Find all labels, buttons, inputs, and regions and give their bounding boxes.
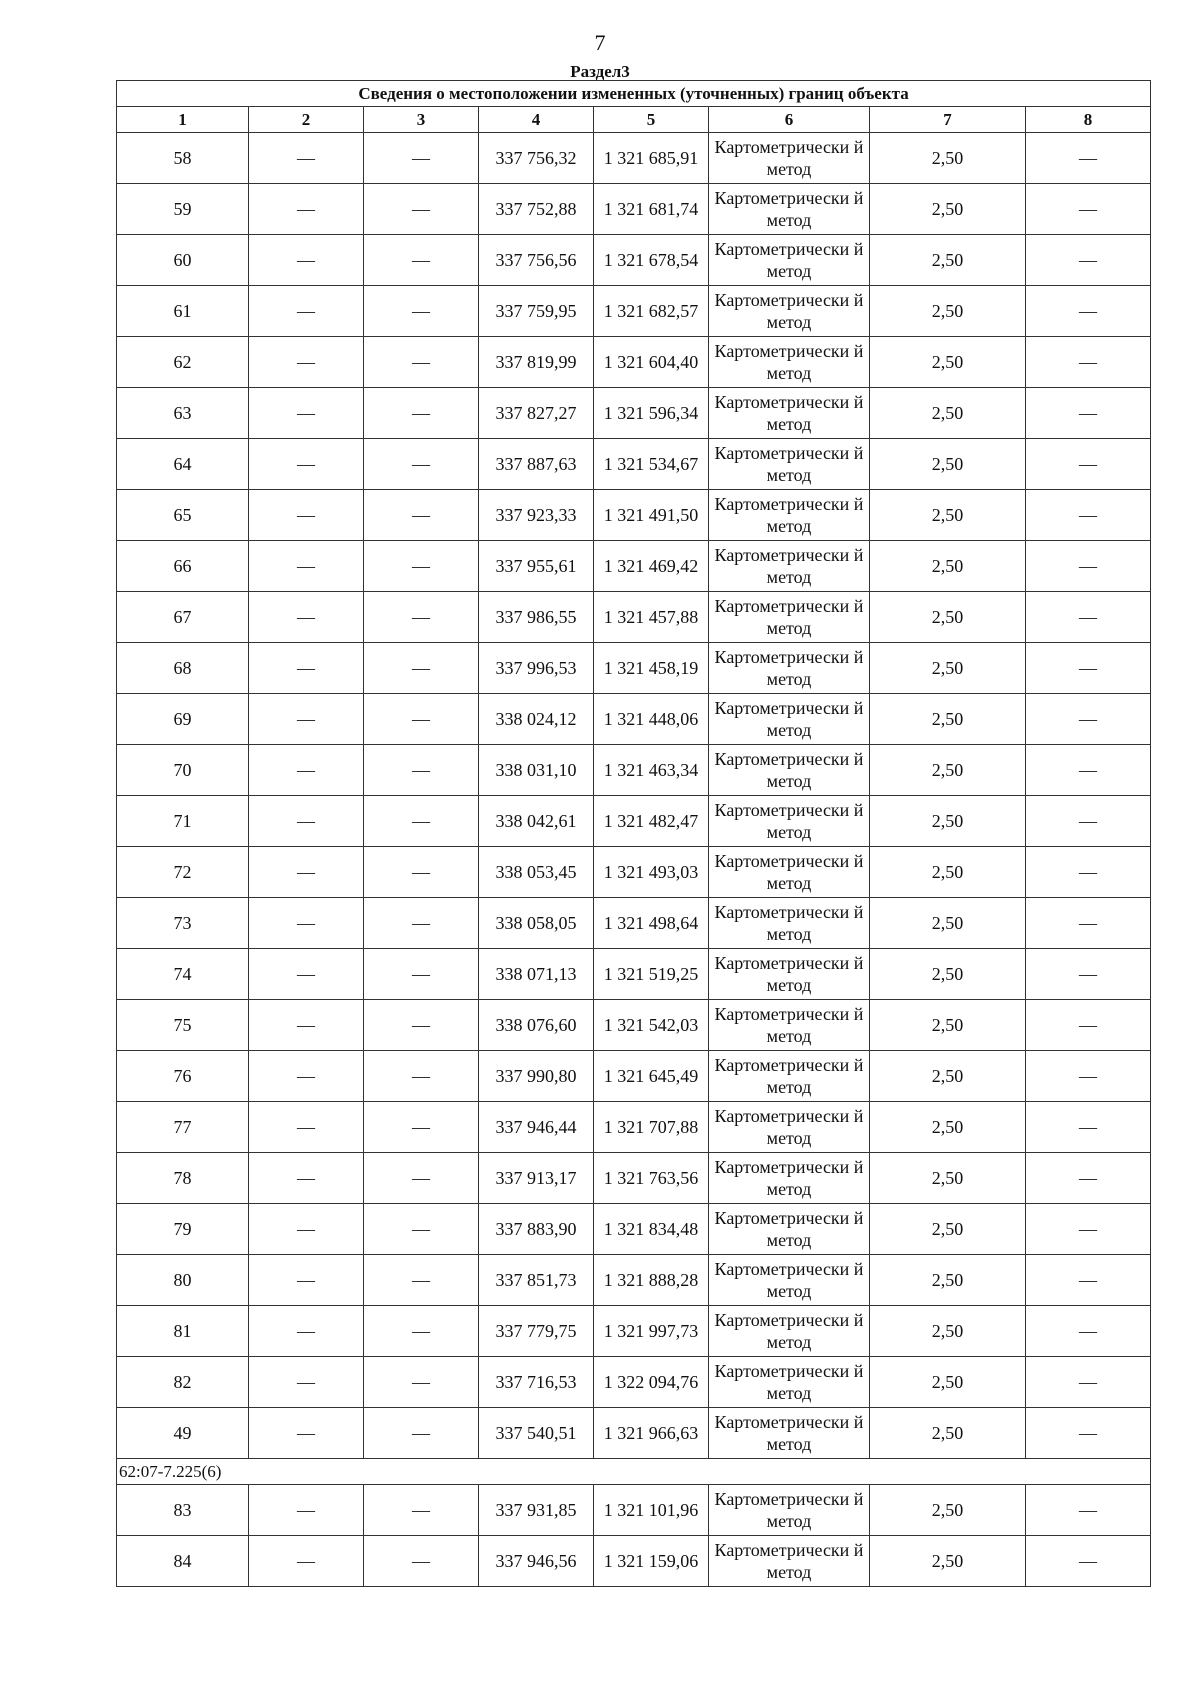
- cell-col-8: —: [1026, 796, 1151, 847]
- cell-col-2: —: [249, 1408, 364, 1459]
- determination-method: Картометрически й метод: [709, 592, 870, 643]
- cell-col-8: —: [1026, 847, 1151, 898]
- determination-method: Картометрически й метод: [709, 1102, 870, 1153]
- cell-col-8: —: [1026, 898, 1151, 949]
- point-number: 81: [117, 1306, 249, 1357]
- point-number: 70: [117, 745, 249, 796]
- cell-col-8: —: [1026, 337, 1151, 388]
- determination-method: Картометрически й метод: [709, 745, 870, 796]
- cell-col-2: —: [249, 592, 364, 643]
- accuracy-value: 2,50: [870, 133, 1026, 184]
- accuracy-value: 2,50: [870, 592, 1026, 643]
- coordinate-x: 337 779,75: [479, 1306, 594, 1357]
- cell-col-3: —: [364, 847, 479, 898]
- accuracy-value: 2,50: [870, 643, 1026, 694]
- point-number: 59: [117, 184, 249, 235]
- accuracy-value: 2,50: [870, 1102, 1026, 1153]
- cell-col-8: —: [1026, 439, 1151, 490]
- coordinate-y: 1 321 888,28: [594, 1255, 709, 1306]
- table-row: [117, 133, 1151, 184]
- cell-col-2: —: [249, 898, 364, 949]
- point-number: 78: [117, 1153, 249, 1204]
- accuracy-value: 2,50: [870, 898, 1026, 949]
- accuracy-value: 2,50: [870, 1255, 1026, 1306]
- cell-col-8: —: [1026, 1408, 1151, 1459]
- accuracy-value: 2,50: [870, 439, 1026, 490]
- accuracy-value: 2,50: [870, 1306, 1026, 1357]
- point-number: 60: [117, 235, 249, 286]
- cell-col-3: —: [364, 490, 479, 541]
- table-row: [117, 1485, 1151, 1536]
- coordinate-y: 1 321 707,88: [594, 1102, 709, 1153]
- coordinate-x: 337 931,85: [479, 1485, 594, 1536]
- coordinate-y: 1 321 682,57: [594, 286, 709, 337]
- coordinate-x: 338 053,45: [479, 847, 594, 898]
- table-row: [117, 1000, 1151, 1051]
- cell-col-2: —: [249, 133, 364, 184]
- table-row: [117, 388, 1151, 439]
- cell-col-8: —: [1026, 133, 1151, 184]
- column-number-1: 1: [117, 107, 249, 133]
- cell-col-8: —: [1026, 694, 1151, 745]
- cell-col-2: —: [249, 1306, 364, 1357]
- coordinate-y: 1 321 966,63: [594, 1408, 709, 1459]
- determination-method: Картометрически й метод: [709, 235, 870, 286]
- point-number: 74: [117, 949, 249, 1000]
- point-number: 66: [117, 541, 249, 592]
- coordinate-x: 337 716,53: [479, 1357, 594, 1408]
- table-row: [117, 1102, 1151, 1153]
- table-row: [117, 643, 1151, 694]
- point-number: 49: [117, 1408, 249, 1459]
- column-number-2: 2: [249, 107, 364, 133]
- accuracy-value: 2,50: [870, 745, 1026, 796]
- coordinate-x: 337 955,61: [479, 541, 594, 592]
- determination-method: Картометрически й метод: [709, 1306, 870, 1357]
- coordinate-x: 337 913,17: [479, 1153, 594, 1204]
- accuracy-value: 2,50: [870, 694, 1026, 745]
- cell-col-3: —: [364, 745, 479, 796]
- accuracy-value: 2,50: [870, 1357, 1026, 1408]
- accuracy-value: 2,50: [870, 286, 1026, 337]
- coordinate-x: 337 883,90: [479, 1204, 594, 1255]
- cell-col-3: —: [364, 1306, 479, 1357]
- coordinate-y: 1 321 534,67: [594, 439, 709, 490]
- cell-col-2: —: [249, 796, 364, 847]
- column-number-3: 3: [364, 107, 479, 133]
- point-number: 61: [117, 286, 249, 337]
- cell-col-3: —: [364, 286, 479, 337]
- coordinate-y: 1 321 645,49: [594, 1051, 709, 1102]
- cell-col-8: —: [1026, 1306, 1151, 1357]
- cell-col-2: —: [249, 286, 364, 337]
- cell-col-2: —: [249, 388, 364, 439]
- determination-method: Картометрически й метод: [709, 184, 870, 235]
- table-row: [117, 1204, 1151, 1255]
- cell-col-3: —: [364, 1000, 479, 1051]
- table-caption-row: [117, 81, 1151, 107]
- cell-col-8: —: [1026, 1051, 1151, 1102]
- cell-col-8: —: [1026, 388, 1151, 439]
- accuracy-value: 2,50: [870, 388, 1026, 439]
- accuracy-value: 2,50: [870, 1000, 1026, 1051]
- determination-method: Картометрически й метод: [709, 1485, 870, 1536]
- table-row: [117, 592, 1151, 643]
- determination-method: Картометрически й метод: [709, 949, 870, 1000]
- cell-col-8: —: [1026, 541, 1151, 592]
- accuracy-value: 2,50: [870, 541, 1026, 592]
- determination-method: Картометрически й метод: [709, 286, 870, 337]
- coordinate-y: 1 321 463,34: [594, 745, 709, 796]
- column-number-6: 6: [709, 107, 870, 133]
- cell-col-2: —: [249, 1357, 364, 1408]
- table-row: [117, 796, 1151, 847]
- column-number-row: [117, 107, 1151, 133]
- coordinate-x: 337 752,88: [479, 184, 594, 235]
- coordinate-x: 337 756,32: [479, 133, 594, 184]
- accuracy-value: 2,50: [870, 1153, 1026, 1204]
- accuracy-value: 2,50: [870, 796, 1026, 847]
- table-row: [117, 847, 1151, 898]
- table-row: [117, 1408, 1151, 1459]
- cell-col-2: —: [249, 1102, 364, 1153]
- coordinate-x: 337 990,80: [479, 1051, 594, 1102]
- point-number: 77: [117, 1102, 249, 1153]
- determination-method: Картометрически й метод: [709, 796, 870, 847]
- cell-col-2: —: [249, 490, 364, 541]
- coordinate-y: 1 321 685,91: [594, 133, 709, 184]
- point-number: 84: [117, 1536, 249, 1587]
- table-row: [117, 1255, 1151, 1306]
- column-number-8: 8: [1026, 107, 1151, 133]
- point-number: 62: [117, 337, 249, 388]
- cell-col-3: —: [364, 898, 479, 949]
- cell-col-2: —: [249, 745, 364, 796]
- determination-method: Картометрически й метод: [709, 1153, 870, 1204]
- coordinate-y: 1 321 493,03: [594, 847, 709, 898]
- cell-col-3: —: [364, 1536, 479, 1587]
- point-number: 73: [117, 898, 249, 949]
- cell-col-3: —: [364, 133, 479, 184]
- table-row: [117, 490, 1151, 541]
- column-number-5: 5: [594, 107, 709, 133]
- cell-col-8: —: [1026, 1204, 1151, 1255]
- cell-col-3: —: [364, 388, 479, 439]
- point-number: 76: [117, 1051, 249, 1102]
- accuracy-value: 2,50: [870, 1204, 1026, 1255]
- point-number: 64: [117, 439, 249, 490]
- cell-col-2: —: [249, 1153, 364, 1204]
- coordinate-y: 1 321 448,06: [594, 694, 709, 745]
- cell-col-2: —: [249, 439, 364, 490]
- point-number: 75: [117, 1000, 249, 1051]
- coordinate-y: 1 321 519,25: [594, 949, 709, 1000]
- column-number-4: 4: [479, 107, 594, 133]
- cell-col-3: —: [364, 541, 479, 592]
- coordinate-y: 1 321 596,34: [594, 388, 709, 439]
- coordinate-y: 1 321 482,47: [594, 796, 709, 847]
- cell-col-8: —: [1026, 1102, 1151, 1153]
- accuracy-value: 2,50: [870, 1051, 1026, 1102]
- cell-col-8: —: [1026, 592, 1151, 643]
- coordinate-x: 338 076,60: [479, 1000, 594, 1051]
- cell-col-2: —: [249, 694, 364, 745]
- coordinate-x: 337 996,53: [479, 643, 594, 694]
- cell-col-8: —: [1026, 235, 1151, 286]
- determination-method: Картометрически й метод: [709, 439, 870, 490]
- table-row: [117, 1306, 1151, 1357]
- accuracy-value: 2,50: [870, 847, 1026, 898]
- cell-col-8: —: [1026, 286, 1151, 337]
- cell-col-2: —: [249, 541, 364, 592]
- coordinate-x: 337 946,56: [479, 1536, 594, 1587]
- determination-method: Картометрически й метод: [709, 1536, 870, 1587]
- cell-col-8: —: [1026, 1485, 1151, 1536]
- coordinate-x: 338 042,61: [479, 796, 594, 847]
- cell-col-2: —: [249, 1000, 364, 1051]
- table-row: [117, 694, 1151, 745]
- coordinate-x: 337 827,27: [479, 388, 594, 439]
- accuracy-value: 2,50: [870, 1408, 1026, 1459]
- cell-col-2: —: [249, 1051, 364, 1102]
- determination-method: Картометрически й метод: [709, 133, 870, 184]
- point-number: 67: [117, 592, 249, 643]
- column-number-7: 7: [870, 107, 1026, 133]
- group-label-row: [117, 1459, 1151, 1485]
- determination-method: Картометрически й метод: [709, 337, 870, 388]
- section-title: Раздел3: [570, 62, 630, 81]
- cell-col-3: —: [364, 184, 479, 235]
- point-number: 69: [117, 694, 249, 745]
- determination-method: Картометрически й метод: [709, 1000, 870, 1051]
- cell-col-8: —: [1026, 184, 1151, 235]
- determination-method: Картометрически й метод: [709, 643, 870, 694]
- cell-col-3: —: [364, 1408, 479, 1459]
- cell-col-3: —: [364, 643, 479, 694]
- cell-col-3: —: [364, 1485, 479, 1536]
- table-row: [117, 898, 1151, 949]
- cell-col-8: —: [1026, 1536, 1151, 1587]
- coordinate-y: 1 321 604,40: [594, 337, 709, 388]
- cell-col-3: —: [364, 1204, 479, 1255]
- cell-col-3: —: [364, 439, 479, 490]
- table-row: [117, 745, 1151, 796]
- table-caption: Сведения о местоположении измененных (уточненных) границ объекта: [117, 81, 1151, 107]
- page-number: 7: [594, 30, 606, 55]
- point-number: 72: [117, 847, 249, 898]
- coordinate-y: 1 321 498,64: [594, 898, 709, 949]
- coordinate-x: 337 851,73: [479, 1255, 594, 1306]
- point-number: 79: [117, 1204, 249, 1255]
- coordinate-y: 1 321 997,73: [594, 1306, 709, 1357]
- coordinate-y: 1 321 678,54: [594, 235, 709, 286]
- cell-col-3: —: [364, 694, 479, 745]
- coordinate-y: 1 321 159,06: [594, 1536, 709, 1587]
- coordinate-x: 337 756,56: [479, 235, 594, 286]
- accuracy-value: 2,50: [870, 184, 1026, 235]
- coordinate-y: 1 321 457,88: [594, 592, 709, 643]
- point-number: 71: [117, 796, 249, 847]
- coordinate-x: 337 540,51: [479, 1408, 594, 1459]
- determination-method: Картометрически й метод: [709, 847, 870, 898]
- table-row: [117, 1153, 1151, 1204]
- coordinate-x: 337 759,95: [479, 286, 594, 337]
- boundary-table: [116, 80, 1151, 1587]
- coordinate-y: 1 321 458,19: [594, 643, 709, 694]
- group-label: 62:07-7.225(6): [117, 1459, 1151, 1485]
- determination-method: Картометрически й метод: [709, 1204, 870, 1255]
- accuracy-value: 2,50: [870, 1536, 1026, 1587]
- coordinate-x: 337 887,63: [479, 439, 594, 490]
- coordinate-x: 338 071,13: [479, 949, 594, 1000]
- determination-method: Картометрически й метод: [709, 1255, 870, 1306]
- accuracy-value: 2,50: [870, 490, 1026, 541]
- table-row: [117, 541, 1151, 592]
- cell-col-8: —: [1026, 1255, 1151, 1306]
- cell-col-8: —: [1026, 1357, 1151, 1408]
- table-row: [117, 439, 1151, 490]
- determination-method: Картометрически й метод: [709, 1357, 870, 1408]
- determination-method: Картометрически й метод: [709, 898, 870, 949]
- table-row: [117, 1536, 1151, 1587]
- table-row: [117, 337, 1151, 388]
- coordinate-x: 338 031,10: [479, 745, 594, 796]
- cell-col-8: —: [1026, 745, 1151, 796]
- determination-method: Картометрически й метод: [709, 541, 870, 592]
- coordinate-y: 1 321 542,03: [594, 1000, 709, 1051]
- point-number: 65: [117, 490, 249, 541]
- accuracy-value: 2,50: [870, 235, 1026, 286]
- table-row: [117, 949, 1151, 1000]
- determination-method: Картометрически й метод: [709, 1408, 870, 1459]
- coordinate-y: 1 322 094,76: [594, 1357, 709, 1408]
- coordinate-y: 1 321 491,50: [594, 490, 709, 541]
- table-row: [117, 235, 1151, 286]
- coordinate-y: 1 321 681,74: [594, 184, 709, 235]
- table-row: [117, 184, 1151, 235]
- point-number: 68: [117, 643, 249, 694]
- determination-method: Картометрически й метод: [709, 490, 870, 541]
- cell-col-2: —: [249, 1255, 364, 1306]
- cell-col-2: —: [249, 235, 364, 286]
- cell-col-2: —: [249, 643, 364, 694]
- coordinate-y: 1 321 101,96: [594, 1485, 709, 1536]
- coordinate-x: 338 024,12: [479, 694, 594, 745]
- coordinate-y: 1 321 469,42: [594, 541, 709, 592]
- cell-col-3: —: [364, 592, 479, 643]
- point-number: 83: [117, 1485, 249, 1536]
- accuracy-value: 2,50: [870, 337, 1026, 388]
- determination-method: Картометрически й метод: [709, 694, 870, 745]
- cell-col-2: —: [249, 184, 364, 235]
- point-number: 63: [117, 388, 249, 439]
- coordinate-y: 1 321 834,48: [594, 1204, 709, 1255]
- coordinate-x: 338 058,05: [479, 898, 594, 949]
- cell-col-3: —: [364, 1255, 479, 1306]
- cell-col-3: —: [364, 235, 479, 286]
- cell-col-2: —: [249, 337, 364, 388]
- coordinate-x: 337 819,99: [479, 337, 594, 388]
- cell-col-3: —: [364, 337, 479, 388]
- cell-col-3: —: [364, 1051, 479, 1102]
- accuracy-value: 2,50: [870, 1485, 1026, 1536]
- coordinate-x: 337 986,55: [479, 592, 594, 643]
- cell-col-2: —: [249, 1485, 364, 1536]
- cell-col-3: —: [364, 1153, 479, 1204]
- point-number: 82: [117, 1357, 249, 1408]
- coordinate-y: 1 321 763,56: [594, 1153, 709, 1204]
- point-number: 80: [117, 1255, 249, 1306]
- cell-col-8: —: [1026, 949, 1151, 1000]
- cell-col-3: —: [364, 796, 479, 847]
- coordinate-x: 337 923,33: [479, 490, 594, 541]
- cell-col-3: —: [364, 949, 479, 1000]
- cell-col-8: —: [1026, 1153, 1151, 1204]
- cell-col-2: —: [249, 1536, 364, 1587]
- accuracy-value: 2,50: [870, 949, 1026, 1000]
- point-number: 58: [117, 133, 249, 184]
- cell-col-8: —: [1026, 643, 1151, 694]
- table-row: [117, 1051, 1151, 1102]
- determination-method: Картометрически й метод: [709, 1051, 870, 1102]
- cell-col-2: —: [249, 1204, 364, 1255]
- cell-col-2: —: [249, 949, 364, 1000]
- cell-col-2: —: [249, 847, 364, 898]
- table-row: [117, 1357, 1151, 1408]
- determination-method: Картометрически й метод: [709, 388, 870, 439]
- cell-col-8: —: [1026, 490, 1151, 541]
- coordinate-x: 337 946,44: [479, 1102, 594, 1153]
- table-row: [117, 286, 1151, 337]
- cell-col-3: —: [364, 1357, 479, 1408]
- cell-col-8: —: [1026, 1000, 1151, 1051]
- cell-col-3: —: [364, 1102, 479, 1153]
